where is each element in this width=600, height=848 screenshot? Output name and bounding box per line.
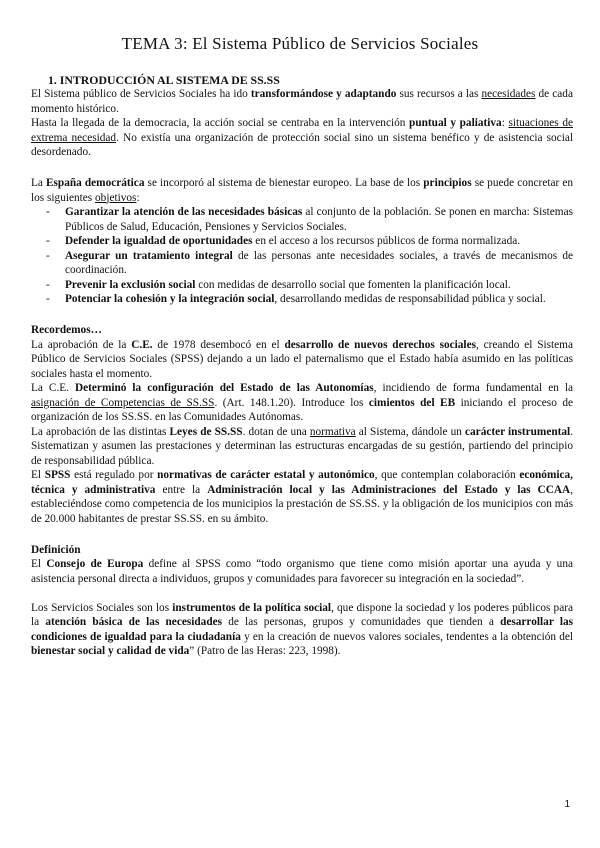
section-heading: 1. INTRODUCCIÓN AL SISTEMA DE SS.SS — [48, 73, 280, 87]
paragraph: El SPSS está regulado por normativas de carácter estatal y autonómico, que contemplan colaboración económica, técnica y administrativa entre la Administración local y las Administraciones del Estado y las CCAA, estableciéndose como competencia de los municipios la prestación de SS.SS. y la obligación de los municipios con más de 20.000 habitantes de prestar SS.SS. en su ámbito. — [31, 469, 574, 525]
paragraph: El Sistema público de Servicios Sociales ha ido transformándose y adaptando sus recursos a las necesidades de cada momento histórico. — [31, 88, 573, 115]
page-title: TEMA 3: El Sistema Público de Servicios Sociales — [121, 34, 479, 53]
subsection-heading: Definición — [31, 543, 81, 556]
subsection-heading: Recordemos… — [31, 324, 102, 336]
document-body — [31, 87, 573, 659]
paragraph: La C.E. Determinó la configuración del Estado de las Autonomías, incidiendo de forma fundamental en la asignación de Competencias de SS.SS. (Art. 148.1.20). Introduce los cimientos del EB iniciando el proceso de organización de los SS.SS. en las Comunidades Autónomas. — [31, 382, 573, 423]
paragraph: Hasta la llegada de la democracia, la acción social se centraba en la intervención puntual y paliativa: situaciones de extrema necesidad. No existía una organización de protección social sino un sistema benéfico y de asistencia social desordenado. — [31, 117, 573, 158]
paragraph: El Consejo de Europa define al SPSS como “todo organismo que tiene como misión aportar una ayuda y una asistencia personal directa a individuos, grupos y comunidades para favorecer su integración en la sociedad”. — [31, 558, 573, 585]
paragraph: La España democrática se incorporó al sistema de bienestar europeo. La base de los principios se puede concretar en los siguientes objetivos: — [31, 177, 573, 204]
list-item: - Defender la igualdad de oportunidades en el acceso a los recursos públicos de forma normalizada. — [46, 235, 521, 247]
list-item: - Asegurar un tratamiento integral de las personas ante necesidades sociales, a través de mecanismos de coordinación. — [46, 249, 574, 276]
paragraph: La aprobación de la C.E. de 1978 desembocó en el desarrollo de nuevos derechos sociales, creando el Sistema Público de Servicios Sociales (SPSS) dejando a un lado el paternalismo que el Estado había asumido en las políticas sociales hasta el momento. — [31, 338, 573, 380]
list-item: - Garantizar la atención de las necesidades básicas al conjunto de la población. Se ponen en marcha: Sistemas Públicos de Salud, Educación, Pensiones y Servicios Sociales. — [46, 206, 573, 233]
paragraph: Los Servicios Sociales son los instrumentos de la política social, que dispone la sociedad y los poderes públicos para la atención básica de las necesidades de las personas, grupos y comunidades que tienden a desarrollar las condiciones de igualdad para la ciudadanía y en la creación de nuevos valores sociales, tendentes a la obtención del bienestar social y calidad de vida” (Patro de las Heras: 223, 1998). — [31, 601, 574, 657]
paragraph: La aprobación de las distintas Leyes de SS.SS. dotan de una normativa al Sistema, dándole un carácter instrumental. Sistematizan y asumen las prestaciones y determinan las estructuras encargadas de su gestión, partiendo del principio de responsabilidad pública. — [31, 425, 574, 467]
list-item: - Potenciar la cohesión y la integración social, desarrollando medidas de responsabilidad pública y social. — [46, 293, 546, 305]
page-number: 1 — [564, 799, 570, 810]
list-item: - Prevenir la exclusión social con medidas de desarrollo social que fomenten la planificación local. — [46, 278, 511, 291]
objectives-list — [31, 205, 573, 307]
